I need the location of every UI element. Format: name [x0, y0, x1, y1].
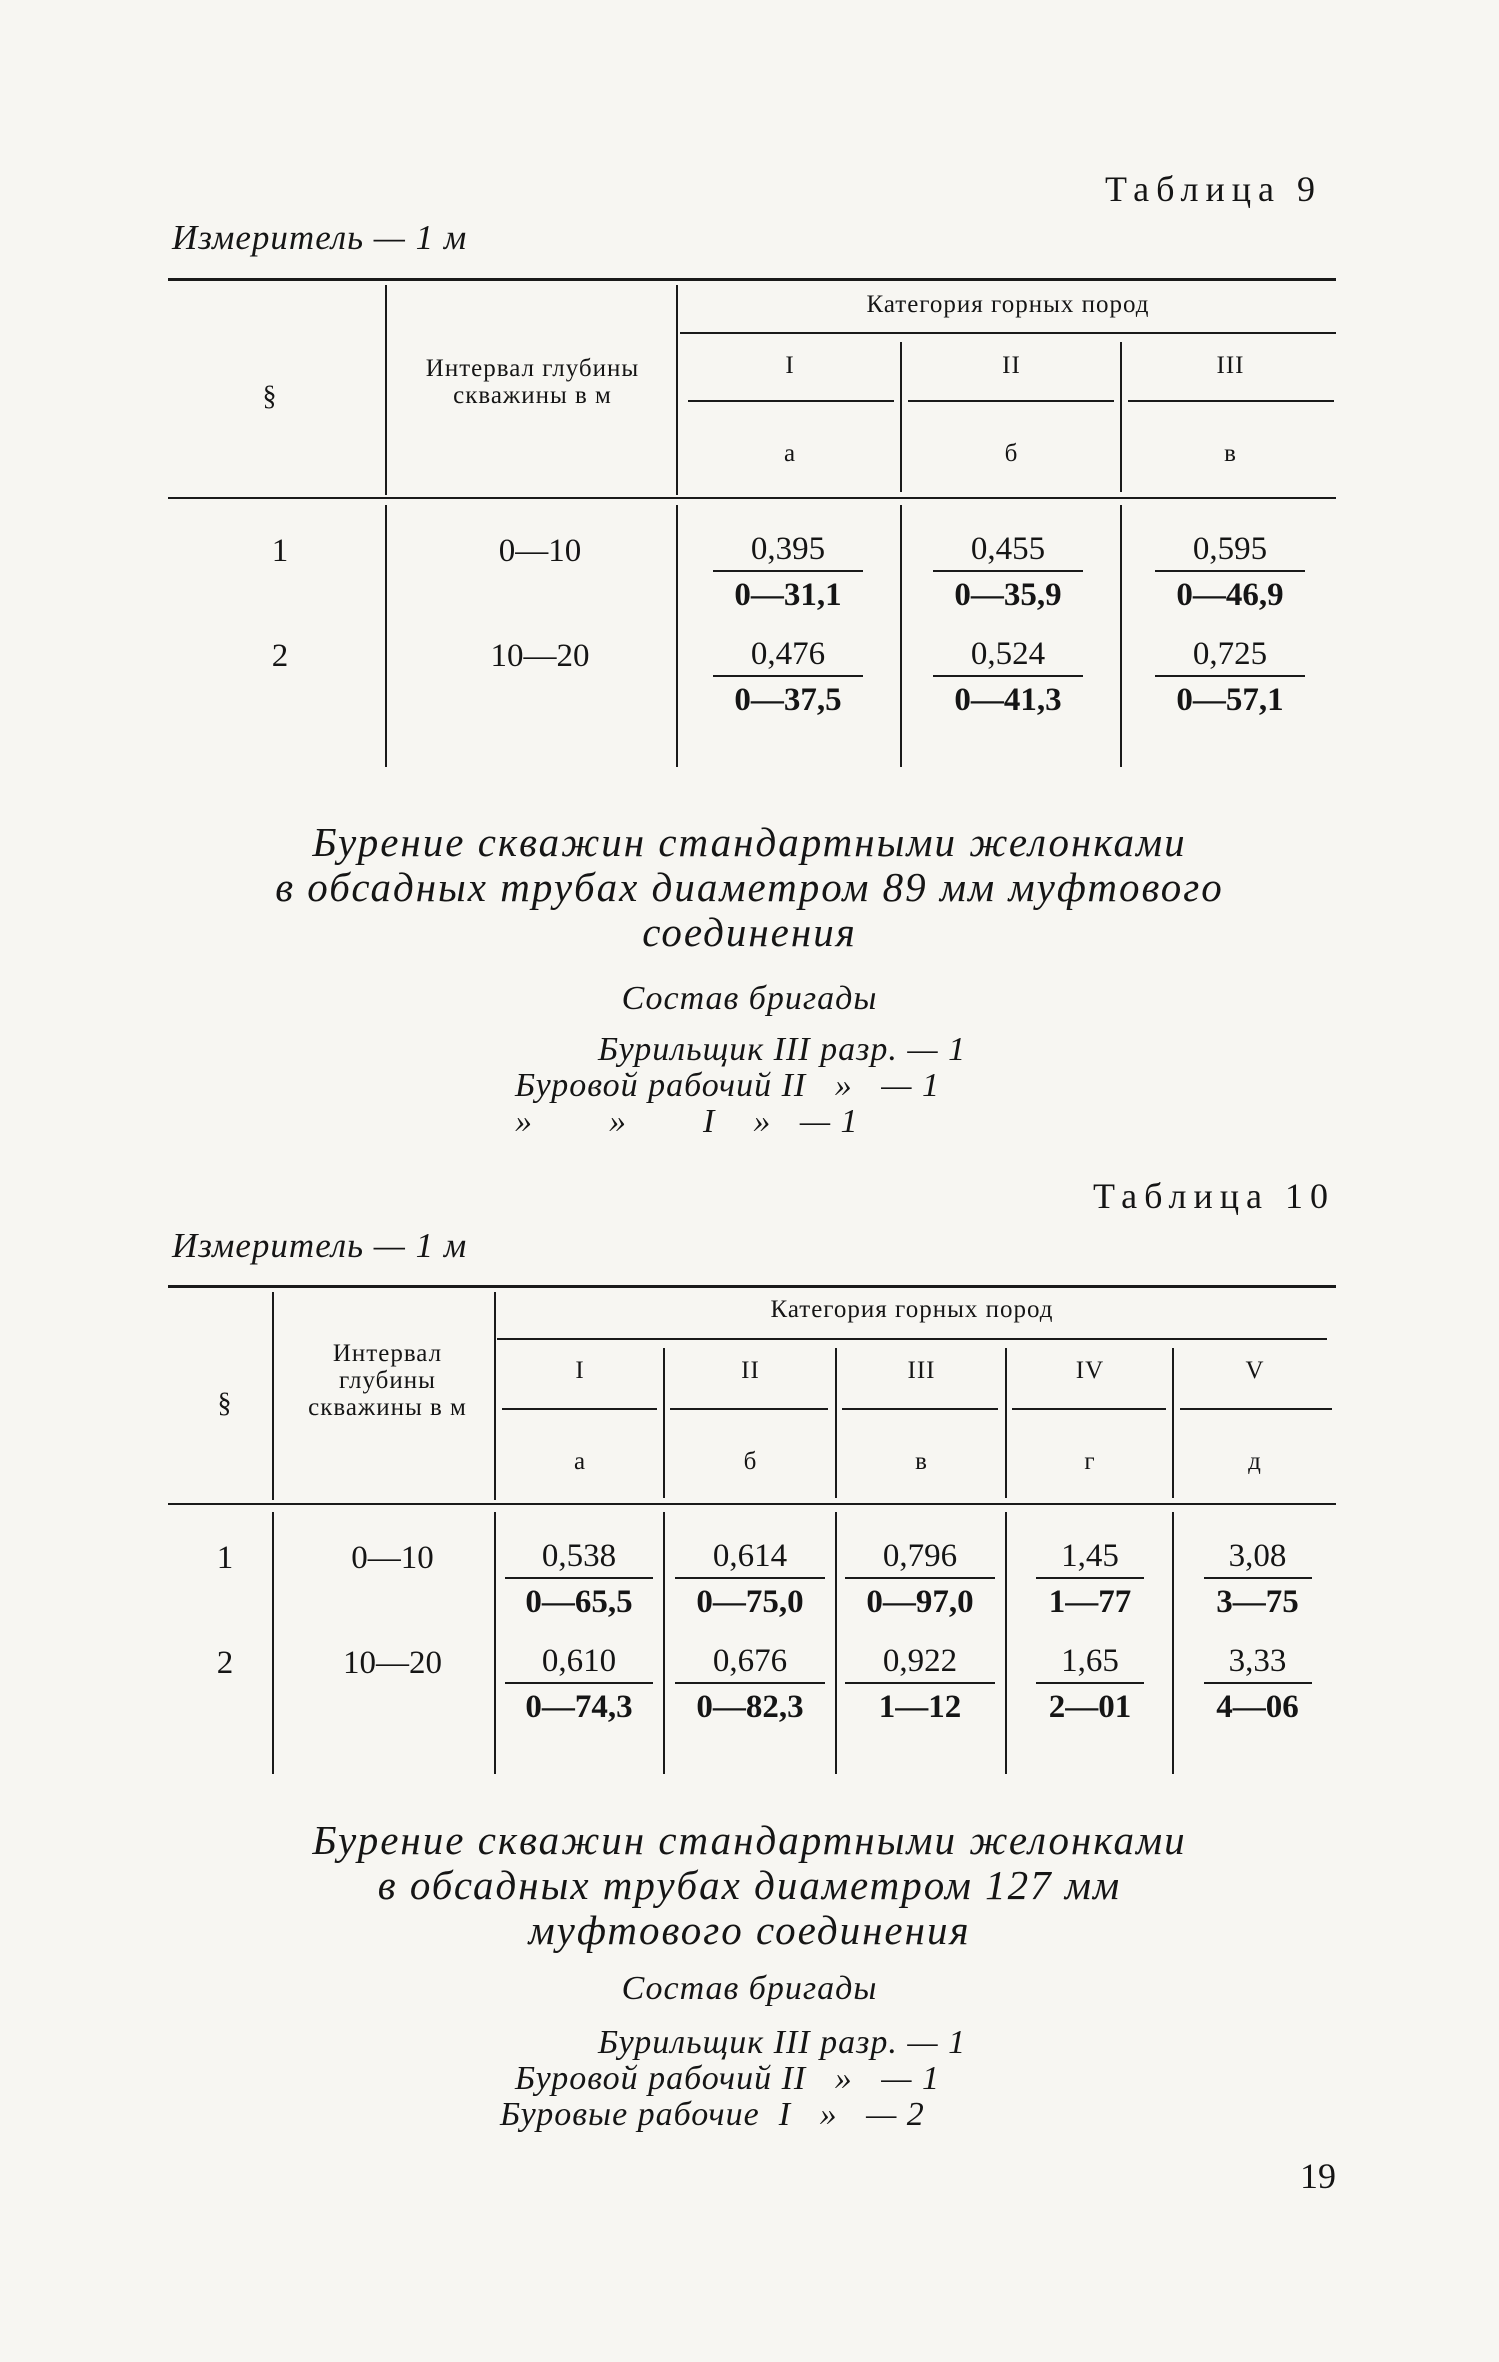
cell-numerator: 0,395 — [750, 531, 826, 567]
crew-line: Бурильщик III разр. — 1 — [598, 2024, 967, 2061]
table10-cell — [843, 1535, 997, 1625]
table9-row-number: 2 — [271, 638, 289, 674]
table9-measure: Измеритель — 1 м — [172, 218, 468, 257]
section3-title-line: в обсадных трубах диаметром 127 мм — [377, 1862, 1122, 1908]
cell-numerator: 0,614 — [712, 1538, 788, 1574]
table9-cell — [1150, 528, 1310, 618]
table9-divider — [676, 505, 678, 767]
section3-crew-title: Состав бригады — [621, 1970, 878, 2007]
section2-crew-title: Состав бригады — [621, 980, 878, 1017]
cell-numerator: 1,45 — [1061, 1538, 1119, 1574]
cell-numerator: 0,524 — [970, 636, 1046, 672]
cell-denominator: 0—37,5 — [734, 682, 842, 718]
table10-col-1: I — [575, 1357, 585, 1384]
table9-col-1: I — [785, 352, 795, 379]
section2-title-line: в обсадных трубах диаметром 89 мм муфтового — [275, 864, 1224, 910]
table10-category-header: Категория горных пород — [770, 1296, 1054, 1323]
cell-denominator: 0—74,3 — [525, 1689, 633, 1725]
cell-denominator: 0—46,9 — [1176, 577, 1284, 613]
table10-divider — [1172, 1348, 1174, 1498]
table10-divider — [1172, 1512, 1174, 1774]
table9-divider — [385, 505, 387, 767]
cell-denominator: 0—75,0 — [696, 1584, 804, 1620]
table9-row-interval: 10—20 — [490, 638, 590, 674]
cell-denominator: 0—35,9 — [954, 577, 1062, 613]
cell-numerator: 0,676 — [712, 1643, 788, 1679]
table9-header-rule — [168, 497, 1336, 499]
table9-category-rule — [680, 332, 1336, 334]
cell-denominator: 2—01 — [1048, 1689, 1132, 1725]
table10-cell — [843, 1640, 997, 1730]
cell-denominator: 0—57,1 — [1176, 682, 1284, 718]
table9-interval-header: Интервал глубины скважины в м — [425, 355, 640, 409]
cell-numerator: 3,33 — [1228, 1643, 1287, 1679]
cell-denominator: 1—12 — [878, 1689, 962, 1725]
section2-title-line: соединения — [642, 909, 857, 955]
crew-line: Буровые рабочие I » — 2 — [500, 2096, 925, 2133]
section2-crew — [515, 1032, 966, 1140]
table9-category-header: Категория горных пород — [866, 291, 1150, 318]
cell-numerator: 0,922 — [882, 1643, 958, 1679]
table9-col-2: II — [1002, 352, 1021, 379]
cell-denominator: 0—97,0 — [866, 1584, 974, 1620]
table9-roman-rule — [1128, 400, 1334, 402]
cell-numerator: 0,796 — [882, 1538, 958, 1574]
table10-roman-rule — [1180, 1408, 1332, 1410]
table9-cell — [708, 528, 868, 618]
table9-letter-3: в — [1224, 440, 1237, 467]
table10-divider — [663, 1348, 665, 1498]
table10-roman-rule — [670, 1408, 828, 1410]
table9-divider — [900, 505, 902, 767]
table9-roman-rule — [688, 400, 894, 402]
table9-divider — [1120, 505, 1122, 767]
table10-interval-header: Интервал глубины скважины в м — [308, 1340, 467, 1421]
section3-title-line: Бурение скважин стандартными желонками — [312, 1817, 1187, 1863]
table10-divider — [272, 1512, 274, 1774]
cell-numerator: 0,595 — [1192, 531, 1268, 567]
table9-row-interval: 0—10 — [498, 533, 582, 569]
cell-denominator: 3—75 — [1216, 1584, 1299, 1620]
table10-divider — [835, 1348, 837, 1498]
table10-category-rule — [497, 1338, 1327, 1340]
cell-numerator: 0,725 — [1192, 636, 1268, 672]
table10-col-2: II — [741, 1357, 760, 1384]
table10-cell — [672, 1640, 828, 1730]
table10-cell — [503, 1640, 655, 1730]
table10-divider — [494, 1512, 496, 1774]
crew-line: » » I » — 1 — [515, 1103, 859, 1140]
table9-row-number: 1 — [271, 533, 289, 569]
table10-letter-5: д — [1248, 1448, 1262, 1475]
table10-cell — [1185, 1640, 1330, 1730]
table10-cell — [503, 1535, 655, 1625]
table9-col-3: III — [1216, 352, 1245, 379]
section2-title-line: Бурение скважин стандартными желонками — [312, 819, 1187, 865]
page-number: 19 — [1300, 2156, 1336, 2196]
table9-section-header: § — [262, 381, 278, 412]
cell-denominator: 0—65,5 — [525, 1584, 633, 1620]
table10-label: Таблица 10 — [1093, 1176, 1335, 1216]
table9-letter-2: б — [1004, 440, 1019, 467]
table9-top-rule — [168, 278, 1336, 281]
cell-denominator: 4—06 — [1216, 1689, 1299, 1725]
cell-numerator: 0,455 — [970, 531, 1046, 567]
table10-divider — [1005, 1512, 1007, 1774]
cell-numerator: 3,08 — [1228, 1538, 1287, 1574]
table10-divider — [272, 1292, 274, 1500]
table10-section-header: § — [217, 1388, 233, 1419]
table9-cell — [708, 633, 868, 723]
table10-header-rule — [168, 1503, 1336, 1505]
table10-cell — [1020, 1535, 1160, 1625]
cell-denominator: 0—82,3 — [696, 1689, 804, 1725]
table10-cell — [1185, 1535, 1330, 1625]
table10-roman-rule — [1012, 1408, 1166, 1410]
table10-measure: Измеритель — 1 м — [172, 1226, 468, 1265]
cell-denominator: 0—41,3 — [954, 682, 1062, 718]
table9-cell — [928, 633, 1088, 723]
crew-line: Бурильщик III разр. — 1 — [598, 1031, 967, 1068]
cell-numerator: 0,610 — [541, 1643, 617, 1679]
table10-letter-4: г — [1084, 1448, 1096, 1475]
section3-crew — [500, 2025, 966, 2133]
table9-divider — [900, 342, 902, 492]
cell-numerator: 1,65 — [1061, 1643, 1119, 1679]
table9-cell — [928, 528, 1088, 618]
crew-line: Буровой рабочий II » — 1 — [515, 2060, 940, 2097]
table10-letter-3: в — [915, 1448, 928, 1475]
table10-letter-2: б — [743, 1448, 758, 1475]
table10-row-interval: 0—10 — [351, 1540, 434, 1576]
table10-divider — [494, 1292, 496, 1500]
section3-title-line: муфтового соединения — [528, 1907, 971, 1953]
table10-letter-1: а — [573, 1448, 587, 1475]
cell-denominator: 0—31,1 — [734, 577, 842, 613]
table9-label: Таблица 9 — [1105, 169, 1322, 209]
cell-numerator: 0,538 — [541, 1538, 617, 1574]
table10-row-interval: 10—20 — [343, 1645, 442, 1681]
table10-col-5: V — [1245, 1357, 1265, 1384]
cell-denominator: 1—77 — [1048, 1584, 1132, 1620]
table10-col-3: III — [907, 1357, 936, 1384]
table9-letter-1: а — [783, 440, 797, 467]
table10-roman-rule — [502, 1408, 657, 1410]
table10-cell — [672, 1535, 828, 1625]
table9-divider — [676, 285, 678, 495]
table10-divider — [663, 1512, 665, 1774]
table10-cell — [1020, 1640, 1160, 1730]
cell-numerator: 0,476 — [750, 636, 826, 672]
table10-divider — [1005, 1348, 1007, 1498]
table10-row-number: 2 — [216, 1645, 234, 1681]
table9-roman-rule — [908, 400, 1114, 402]
crew-line: Буровой рабочий II » — 1 — [515, 1067, 940, 1104]
table9-divider — [385, 285, 387, 495]
table9-cell — [1150, 633, 1310, 723]
table10-divider — [835, 1512, 837, 1774]
table9-divider — [1120, 342, 1122, 492]
table10-col-4: IV — [1075, 1357, 1105, 1384]
table10-roman-rule — [842, 1408, 998, 1410]
table10-top-rule — [168, 1285, 1336, 1288]
table10-row-number: 1 — [216, 1540, 234, 1576]
